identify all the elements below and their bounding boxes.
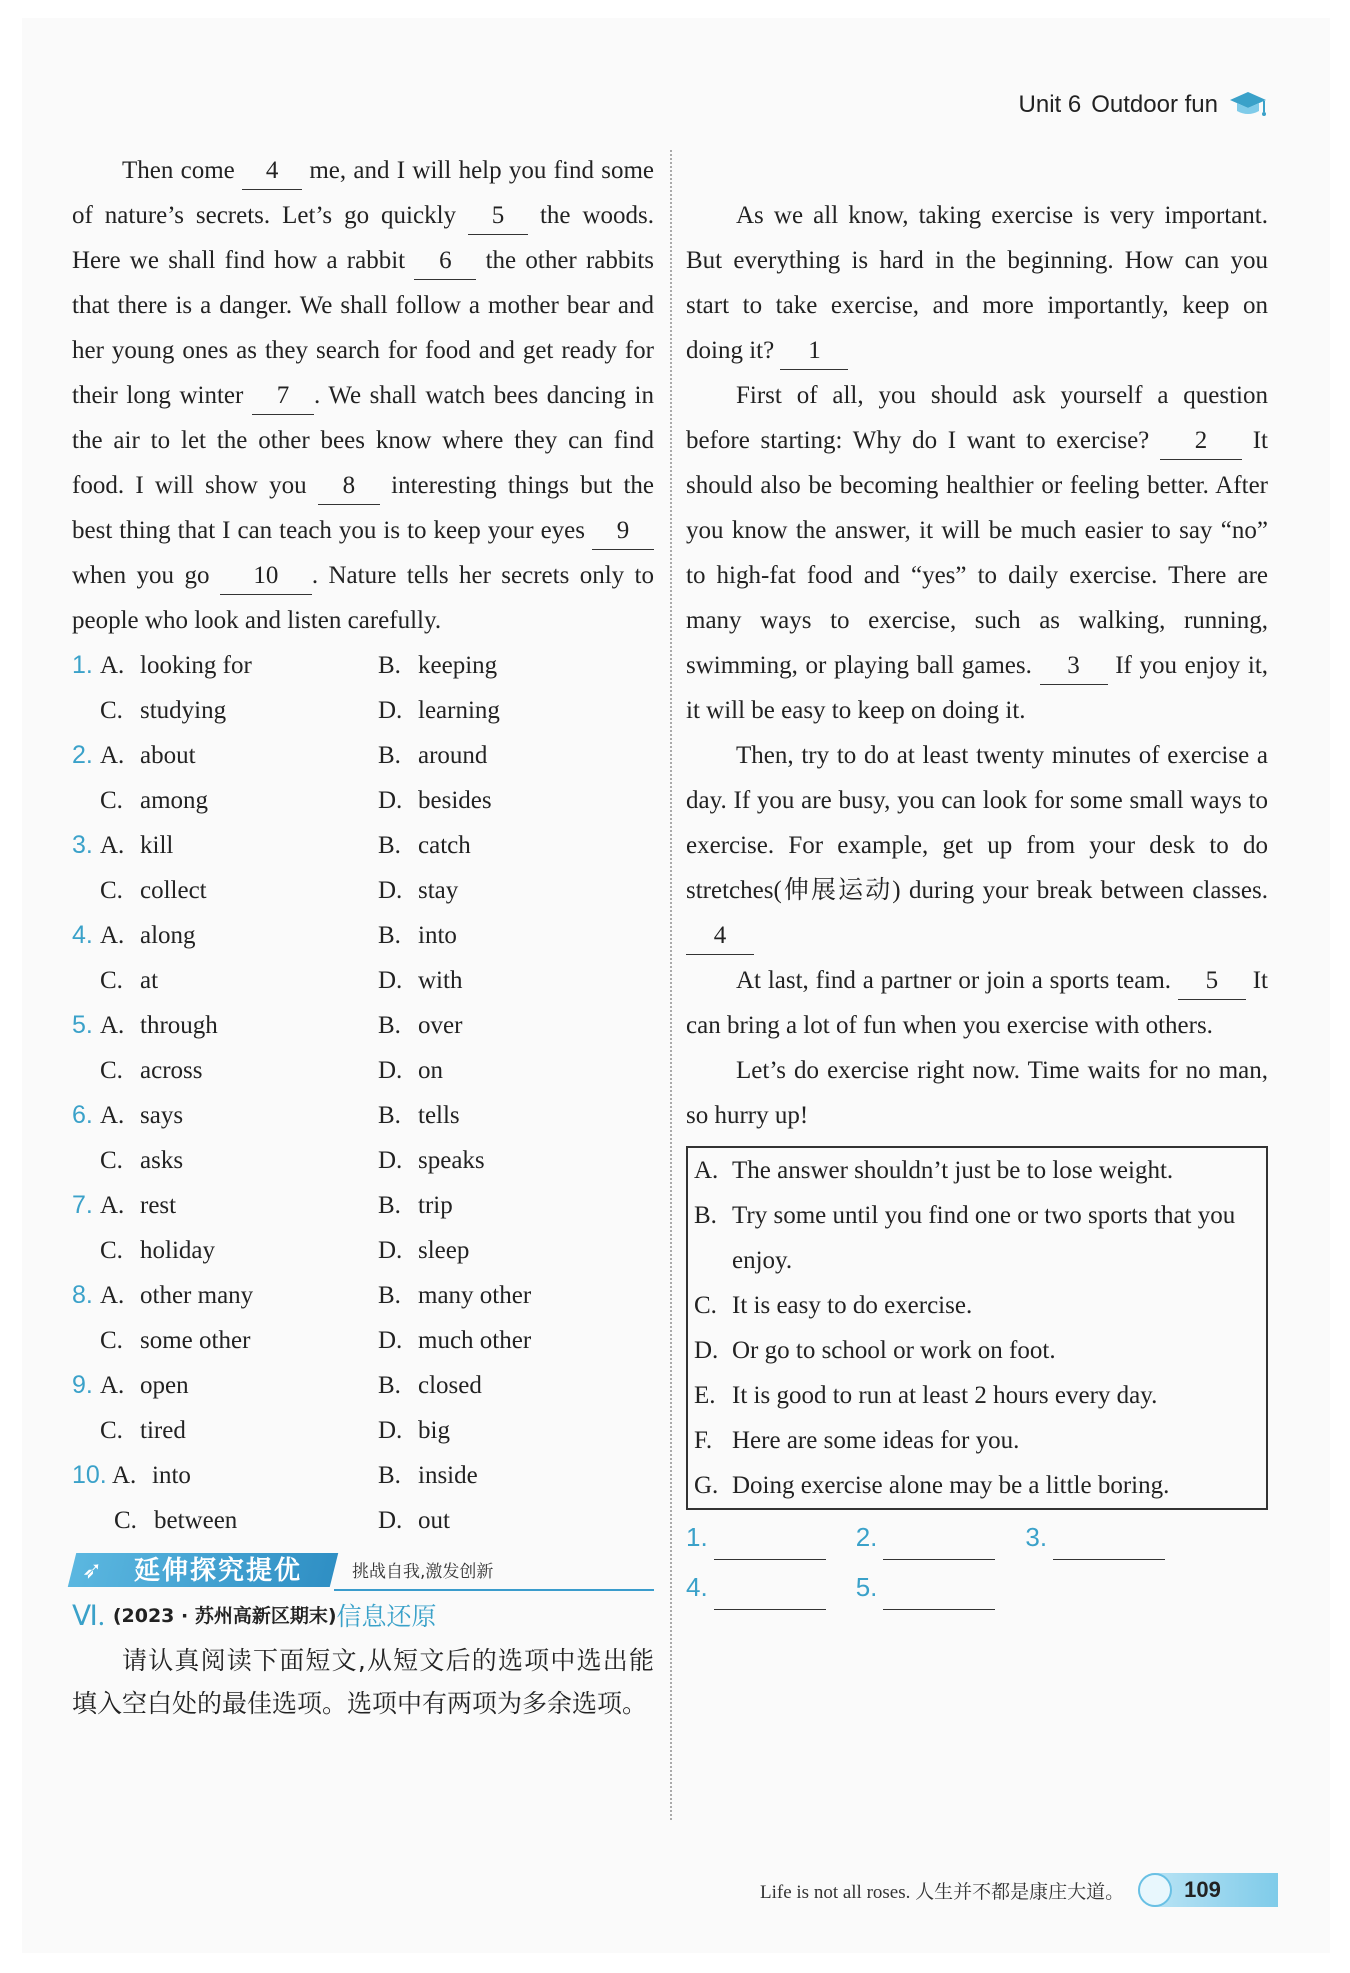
spiral-icon	[1138, 1873, 1172, 1907]
option-c[interactable]: between	[154, 1507, 238, 1534]
option-letter: D.	[378, 967, 403, 994]
column-divider	[670, 150, 672, 1820]
left-column	[72, 148, 654, 1725]
question-number: 9.	[72, 1371, 93, 1399]
blank-9[interactable]: 9	[592, 513, 654, 550]
option-letter: D.	[378, 877, 403, 904]
passage-text: interesting things but the best thing that I can teach you is to keep your eyes	[72, 472, 655, 544]
passage-text: the woods. Here we shall find how a rabbit	[72, 202, 655, 274]
option-b-cell	[378, 1273, 531, 1318]
question-row	[72, 1183, 654, 1228]
option-c[interactable]: at	[140, 967, 159, 994]
option-letter: C.	[100, 787, 123, 814]
option-letter: B.	[378, 1462, 401, 1489]
option-b[interactable]: tells	[418, 1102, 460, 1129]
option-letter: B.	[378, 1372, 401, 1399]
question-row	[72, 823, 654, 868]
option-letter: G.	[694, 1472, 719, 1499]
option-b-cell	[378, 733, 487, 778]
banner-underline	[334, 1589, 654, 1591]
option-d[interactable]: speaks	[418, 1147, 485, 1174]
option-c-cell	[72, 1498, 378, 1543]
option-d[interactable]: with	[418, 967, 463, 994]
section-type: 信息还原	[336, 1601, 437, 1631]
banner-subtitle: 挑战自我,激发创新	[352, 1562, 494, 1582]
answer-row-1	[686, 1514, 1268, 1560]
blank-8[interactable]: 8	[318, 468, 380, 505]
question-number: 10.	[72, 1461, 107, 1489]
option-letter: B.	[378, 1282, 401, 1309]
option-a[interactable]: says	[140, 1102, 184, 1129]
passage-text: the other rabbits that there is a danger. We shall follow a mother bear and her young ones as they search for food and get ready for their long winter	[72, 247, 655, 409]
passage-text: when you go	[72, 562, 210, 589]
question-number: 4.	[72, 921, 93, 949]
option-letter: C.	[114, 1507, 137, 1534]
passage-text: . We shall watch bees dancing in the air to let the other bees know where they can find food. I will show you	[72, 382, 654, 499]
option-letter: F.	[694, 1427, 713, 1454]
option-item	[694, 1463, 1264, 1508]
passage-paragraph-5: Let’s do exercise right now. Time waits for no man, so hurry up!	[686, 1057, 1268, 1129]
option-letter: A.	[694, 1157, 719, 1184]
option-c-cell	[72, 1318, 378, 1363]
option-text: Try some until you find one or two sports that you enjoy.	[732, 1202, 1236, 1274]
option-b[interactable]: around	[418, 742, 488, 769]
option-b-cell	[378, 1003, 462, 1048]
option-text: It is easy to do exercise.	[732, 1292, 973, 1319]
section-instruction: 请认真阅读下面短文,从短文后的选项中选出能填入空白处的最佳选项。选项中有两项为多余选项。	[72, 1646, 654, 1718]
option-letter: A.	[100, 1102, 125, 1129]
question-number: 1.	[72, 651, 93, 679]
option-letter: B.	[378, 742, 401, 769]
option-d-cell	[378, 778, 492, 823]
option-letter: D.	[694, 1337, 719, 1364]
option-letter: D.	[378, 1327, 403, 1354]
option-item	[694, 1373, 1264, 1418]
blank-2[interactable]: 2	[1160, 423, 1242, 460]
blank-1[interactable]: 1	[780, 333, 848, 370]
section-source: (2023 · 苏州高新区期末)	[112, 1604, 337, 1627]
option-d-cell	[378, 868, 458, 913]
option-letter: C.	[100, 1147, 123, 1174]
option-c-cell	[72, 778, 378, 823]
blank-5[interactable]: 5	[468, 198, 528, 235]
question-row	[72, 643, 654, 688]
option-a[interactable]: open	[140, 1372, 189, 1399]
page-header	[1019, 90, 1268, 120]
option-d[interactable]: on	[418, 1057, 443, 1084]
question-row	[72, 958, 654, 1003]
option-letter: B.	[378, 832, 401, 859]
section-banner	[72, 1549, 654, 1593]
question-number: 5.	[72, 1011, 93, 1039]
question-row	[72, 1318, 654, 1363]
option-b[interactable]: catch	[418, 832, 471, 859]
option-b[interactable]: over	[418, 1012, 463, 1039]
question-number: 7.	[72, 1191, 93, 1219]
option-a-cell	[72, 1003, 378, 1048]
page-number-tag	[1138, 1873, 1278, 1907]
option-letter: B.	[378, 922, 401, 949]
option-b[interactable]: many other	[418, 1282, 532, 1309]
blank-10[interactable]: 10	[220, 558, 312, 595]
option-a[interactable]: kill	[140, 832, 174, 859]
option-a[interactable]: looking for	[140, 652, 252, 679]
option-c[interactable]: across	[140, 1057, 203, 1084]
question-row	[72, 1498, 654, 1543]
question-row	[72, 1048, 654, 1093]
option-d-cell	[378, 688, 500, 733]
option-letter: C.	[100, 877, 123, 904]
option-d[interactable]: out	[418, 1507, 450, 1534]
passage-paragraph-3	[686, 733, 1268, 958]
option-letter: B.	[378, 1102, 401, 1129]
option-a[interactable]: other many	[140, 1282, 254, 1309]
option-letter: B.	[378, 1192, 401, 1219]
passage-text: . Nature tells her secrets only to people who look and listen carefully.	[72, 562, 655, 634]
option-item	[694, 1328, 1264, 1373]
option-item	[694, 1193, 1264, 1283]
option-a-cell	[72, 1093, 378, 1138]
option-text: Here are some ideas for you.	[732, 1427, 1020, 1454]
rocket-icon: ➶	[82, 1558, 103, 1584]
question-number: 6.	[72, 1101, 93, 1129]
answer-slot: 3.	[1025, 1515, 1165, 1560]
answer-row-2	[686, 1564, 1268, 1610]
question-number: 8.	[72, 1281, 93, 1309]
passage-text: It should also be becoming healthier or feeling better. After you know the answer, it will be much easier to say “no” to high-fat food and “yes” to daily exercise. There are many ways to exercise, such as walking, running, swimming, or playing ball games.	[686, 427, 1268, 679]
graduation-cap-icon	[1228, 90, 1268, 120]
option-letter: D.	[378, 1057, 403, 1084]
option-d-cell	[378, 1048, 443, 1093]
option-a-cell	[72, 1453, 378, 1498]
option-letter: B.	[694, 1202, 717, 1229]
option-d-cell	[378, 958, 462, 1003]
page-footer	[760, 1873, 1278, 1907]
option-c-cell	[72, 1408, 378, 1453]
passage-text: It can bring a lot of fun when you exercise with others.	[686, 967, 1269, 1039]
option-b-cell	[378, 1093, 460, 1138]
question-row	[72, 1138, 654, 1183]
passage-paragraph-2	[686, 373, 1268, 733]
question-row	[72, 1093, 654, 1138]
option-letter: C.	[100, 1057, 123, 1084]
section-number: Ⅵ.	[72, 1600, 105, 1632]
option-letter: C.	[100, 1237, 123, 1264]
option-letter: A.	[100, 742, 125, 769]
option-a-cell	[72, 643, 378, 688]
option-c[interactable]: tired	[140, 1417, 186, 1444]
question-number: 3.	[72, 831, 93, 859]
blank-3[interactable]: 3	[1040, 648, 1108, 685]
passage-text: me, and I will help you find some of nature’s secrets. Let’s go quickly	[72, 157, 654, 229]
passage-text: At last, find a partner or join a sports team.	[736, 967, 1172, 994]
question-row	[72, 688, 654, 733]
option-letter: D.	[378, 1507, 403, 1534]
option-c[interactable]: asks	[140, 1147, 184, 1174]
option-b-cell	[378, 913, 457, 958]
answer-slot: 5.	[856, 1565, 996, 1610]
option-letter: D.	[378, 1147, 403, 1174]
answer-input-4[interactable]	[714, 1579, 826, 1610]
option-d[interactable]: besides	[418, 787, 492, 814]
option-letter: C.	[100, 1417, 123, 1444]
option-d[interactable]: sleep	[418, 1237, 470, 1264]
option-letter: D.	[378, 1417, 403, 1444]
footer-motto: Life is not all roses. 人生并不都是康庄大道。	[760, 1881, 1125, 1903]
option-d[interactable]: much other	[418, 1327, 532, 1354]
option-b[interactable]: inside	[418, 1462, 478, 1489]
answer-slot: 2.	[856, 1515, 996, 1560]
question-list	[72, 643, 654, 1543]
passage-text: If you enjoy it, it will be easy to keep on doing it.	[686, 652, 1269, 724]
unit-title: Outdoor fun	[1091, 91, 1218, 118]
option-b-cell	[378, 643, 497, 688]
blank-6[interactable]: 6	[414, 243, 476, 280]
option-d-cell	[378, 1138, 485, 1183]
option-c-cell	[72, 1138, 378, 1183]
option-b-cell	[378, 823, 471, 868]
option-a-cell	[72, 1183, 378, 1228]
option-text: Or go to school or work on foot.	[732, 1337, 1056, 1364]
blank-4[interactable]: 4	[686, 918, 754, 955]
option-letter: D.	[378, 697, 403, 724]
question-row	[72, 1228, 654, 1273]
option-b[interactable]: closed	[418, 1372, 482, 1399]
option-c-cell	[72, 868, 378, 913]
option-item	[694, 1418, 1264, 1463]
question-row	[72, 1273, 654, 1318]
option-letter: B.	[378, 652, 401, 679]
option-c-cell	[72, 1228, 378, 1273]
option-c-cell	[72, 688, 378, 733]
option-b[interactable]: trip	[418, 1192, 453, 1219]
option-a[interactable]: through	[140, 1012, 218, 1039]
option-a[interactable]: into	[152, 1462, 191, 1489]
option-c[interactable]: among	[140, 787, 209, 814]
question-row	[72, 868, 654, 913]
option-d-cell	[378, 1318, 531, 1363]
section-6-title	[72, 1593, 654, 1639]
option-b[interactable]: into	[418, 922, 457, 949]
option-text: It is good to run at least 2 hours every day.	[732, 1382, 1158, 1409]
option-letter: C.	[100, 967, 123, 994]
option-letter: A.	[112, 1462, 137, 1489]
option-c[interactable]: studying	[140, 697, 227, 724]
option-letter: C.	[694, 1292, 717, 1319]
blank-5[interactable]: 5	[1178, 963, 1246, 1000]
option-letter: A.	[100, 1282, 125, 1309]
banner-title: 延伸探究提优	[134, 1556, 303, 1586]
passage-text: Then, try to do at least twenty minutes of exercise a day. If you are busy, you can look for some small ways to exercise. For example, get up from your desk to do stretches(伸展运动) during your break between classes.	[686, 742, 1268, 904]
answer-input-3[interactable]	[1053, 1529, 1165, 1560]
option-c[interactable]: collect	[140, 877, 207, 904]
question-row	[72, 913, 654, 958]
option-text: The answer shouldn’t just be to lose weight.	[732, 1157, 1174, 1184]
cloze-passage	[72, 148, 654, 643]
option-a-cell	[72, 733, 378, 778]
option-d[interactable]: big	[418, 1417, 450, 1444]
option-c[interactable]: holiday	[140, 1237, 215, 1264]
option-d[interactable]: learning	[418, 697, 500, 724]
option-letter: C.	[100, 697, 123, 724]
question-row	[72, 733, 654, 778]
answer-input-1[interactable]	[714, 1529, 826, 1560]
option-a-cell	[72, 1363, 378, 1408]
option-letter: D.	[378, 1237, 403, 1264]
option-letter: A.	[100, 832, 125, 859]
passage-paragraph-1	[686, 193, 1268, 373]
option-letter: B.	[378, 1012, 401, 1039]
option-c-cell	[72, 1048, 378, 1093]
question-row	[72, 1363, 654, 1408]
answer-input-5[interactable]	[883, 1579, 995, 1610]
passage-paragraph-4	[686, 958, 1268, 1048]
option-a-cell	[72, 913, 378, 958]
answer-slot: 4.	[686, 1565, 826, 1610]
option-a[interactable]: about	[140, 742, 196, 769]
passage-text: Then come	[122, 157, 235, 184]
option-a-cell	[72, 1273, 378, 1318]
option-b-cell	[378, 1363, 482, 1408]
option-text: Doing exercise alone may be a little boring.	[732, 1472, 1170, 1499]
answer-slot: 1.	[686, 1515, 826, 1560]
option-letter: A.	[100, 1372, 125, 1399]
option-d[interactable]: stay	[418, 877, 459, 904]
option-letter: A.	[100, 1192, 125, 1219]
option-d-cell	[378, 1228, 469, 1273]
option-c-cell	[72, 958, 378, 1003]
option-c[interactable]: some other	[140, 1327, 251, 1354]
option-d-cell	[378, 1498, 450, 1543]
option-a[interactable]: along	[140, 922, 196, 949]
question-row	[72, 1408, 654, 1453]
blank-4[interactable]: 4	[242, 153, 302, 190]
passage-text: First of all, you should ask yourself a question before starting: Why do I want to exercise?	[686, 382, 1268, 454]
option-letter: A.	[100, 1012, 125, 1039]
option-a[interactable]: rest	[140, 1192, 177, 1219]
right-column	[686, 193, 1268, 1610]
option-b-cell	[378, 1453, 478, 1498]
option-b[interactable]: keeping	[418, 652, 498, 679]
options-box	[686, 1146, 1268, 1510]
option-letter: C.	[100, 1327, 123, 1354]
question-row	[72, 1453, 654, 1498]
question-number: 2.	[72, 741, 93, 769]
page-number: 109	[1184, 1877, 1221, 1902]
option-d-cell	[378, 1408, 450, 1453]
blank-7[interactable]: 7	[252, 378, 314, 415]
option-letter: E.	[694, 1382, 716, 1409]
unit-label: Unit 6	[1018, 91, 1082, 118]
option-letter: A.	[100, 922, 125, 949]
question-row	[72, 778, 654, 823]
passage-text: As we all know, taking exercise is very important. But everything is hard in the beginning. How can you start to take exercise, and more importantly, keep on doing it?	[686, 202, 1268, 364]
question-row	[72, 1003, 654, 1048]
option-b-cell	[378, 1183, 453, 1228]
option-item	[694, 1148, 1264, 1193]
option-a-cell	[72, 823, 378, 868]
option-letter: D.	[378, 787, 403, 814]
option-item	[694, 1283, 1264, 1328]
answer-input-2[interactable]	[883, 1529, 995, 1560]
option-letter: A.	[100, 652, 125, 679]
